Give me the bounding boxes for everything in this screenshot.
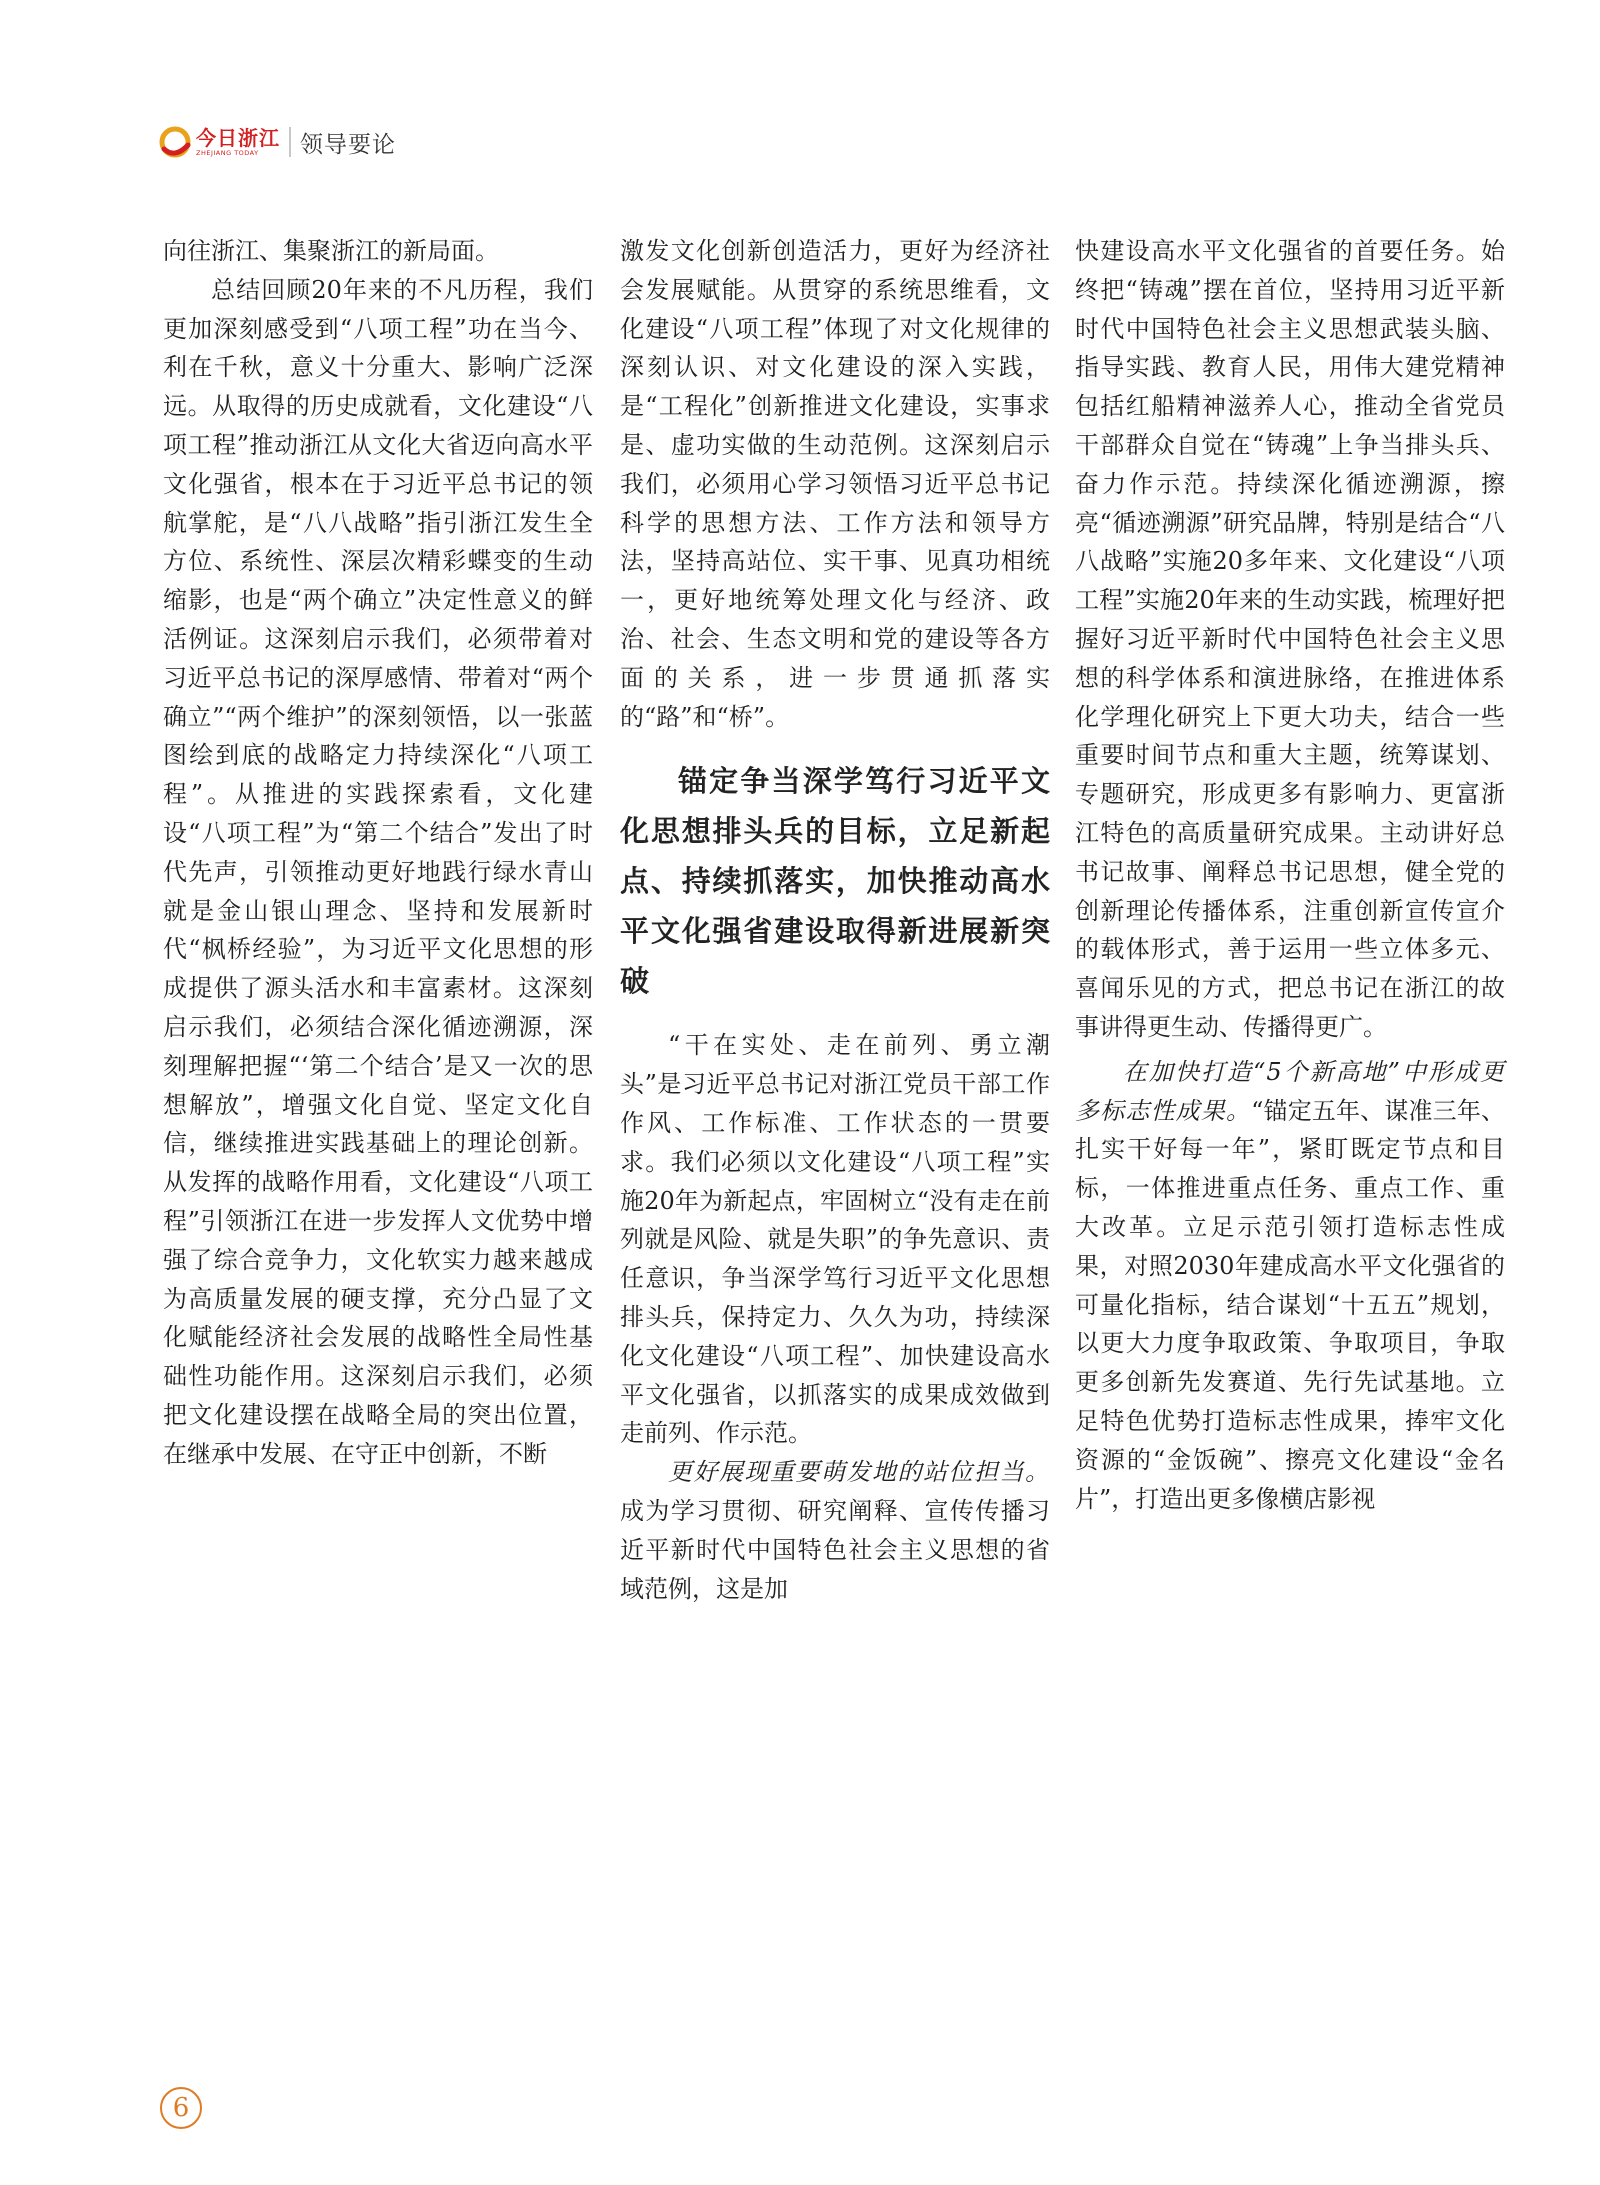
paragraph-lead: 更好展现重要萌发地的站位担当。 <box>668 1458 1050 1487</box>
paragraph-body: 成为学习贯彻、研究阐释、宣传传播习近平新时代中国特色社会主义思想的省域范例，这是加 <box>620 1496 1050 1603</box>
paragraph <box>620 1453 1050 1608</box>
section-label: 领导要论 <box>300 131 396 158</box>
paragraph: 快建设高水平文化强省的首要任务。始终把“铸魂”摆在首位，坚持用习近平新时代中国特色社会主义思想武装头脑、指导实践、教育人民，用伟大建党精神包括红船精神滋养人心，推动全省党员干部群众自觉在“铸魂”上争当排头兵、奋力作示范。持续深化循迹溯源，擦亮“循迹溯源”研究品牌，特别是结合“八八战略”实施20多年来、文化建设“八项工程”实施20年来的生动实践，梳理好把握好习近平新时代中国特色社会主义思想的科学体系和演进脉络，在推进体系化学理化研究上下更大功夫，结合一些重要时间节点和重大主题，统筹谋划、专题研究，形成更多有影响力、更富浙江特色的高质量研究成果。主动讲好总书记故事、阐释总书记思想，健全党的创新理论传播体系，注重创新宣传宣介的载体形式，善于运用一些立体多元、喜闻乐见的方式，把总书记在浙江的故事讲得更生动、传播得更广。 <box>1075 237 1505 1041</box>
paragraph <box>1075 1053 1505 1519</box>
paragraph-lead: 在加快打造“5个新高地”中形成更多标志性成果。 <box>1075 1057 1505 1125</box>
page-number: 6 <box>160 2087 202 2129</box>
text-column-2 <box>620 232 1050 1608</box>
brand-name-cn: 今日浙江 <box>196 125 280 150</box>
paragraph: 总结回顾20年来的不凡历程，我们更加深刻感受到“八项工程”功在当今、利在千秋，意义十分重大、影响广泛深远。从取得的历史成就看，文化建设“八项工程”推动浙江从文化大省迈向高水平文化强省，根本在于习近平总书记的领航掌舵，是“八八战略”指引浙江发生全方位、系统性、深层次精彩蝶变的生动缩影，也是“两个确立”决定性意义的鲜活例证。这深刻启示我们，必须带着对习近平总书记的深厚感情、带着对“两个确立”“两个维护”的深刻领悟，以一张蓝图绘到底的战略定力持续深化“八项工程”。从推进的实践探索看，文化建设“八项工程”为“第二个结合”发出了时代先声，引领推动更好地践行绿水青山就是金山银山理念、坚持和发展新时代“枫桥经验”，为习近平文化思想的形成提供了源头活水和丰富素材。这深刻启示我们，必须结合深化循迹溯源，深刻理解把握“‘第二个结合’是又一次的思想解放”，增强文化自觉、坚定文化自信，继续推进实践基础上的理论创新。从发挥的战略作用看，文化建设“八项工程”引领浙江在进一步发挥人文优势中增强了综合竞争力，文化软实力越来越成为高质量发展的硬支撑，充分凸显了文化赋能经济社会发展的战略性全局性基础性功能作用。这深刻启示我们，必须把文化建设摆在战略全局的突出位置，在继承中发展、在守正中创新，不断 <box>163 275 593 1468</box>
text-column-1 <box>163 232 593 1474</box>
header-divider <box>289 127 291 157</box>
section-subheading: 锚定争当深学笃行习近平文化思想排头兵的目标，立足新起点、持续抓落实，加快推动高水平文化强省建设取得新进展新突破 <box>620 764 1050 999</box>
paragraph: 向往浙江、集聚浙江的新局面。 <box>163 237 499 265</box>
text-column-3 <box>1075 232 1505 1518</box>
paragraph: 激发文化创新创造活力，更好为经济社会发展赋能。从贯穿的系统思维看，文化建设“八项工程”体现了对文化规律的深刻认识、对文化建设的深入实践，是“工程化”创新推进文化建设，实事求是、虚功实做的生动范例。这深刻启示我们，必须用心学习领悟习近平总书记科学的思想方法、工作方法和领导方法，坚持高站位、实干事、见真功相统一，更好地统筹处理文化与经济、政治、社会、生态文明和党的建设等各方面的关系，进一步贯通抓落实的“路”和“桥”。 <box>620 237 1050 731</box>
brand-logo-icon <box>158 125 192 159</box>
paragraph-body: “锚定五年、谋准三年、扎实干好每一年”，紧盯既定节点和目标，一体推进重点任务、重点工作、重大改革。立足示范引领打造标志性成果，对照2030年建成高水平文化强省的可量化指标，结合谋划“十五五”规划，以更大力度争取政策、争取项目，争取更多创新先发赛道、先行先试基地。立足特色优势打造标志性成果，捧牢文化资源的“金饭碗”、擦亮文化建设“金名片”，打造出更多像横店影视 <box>1075 1096 1505 1513</box>
brand-logo <box>196 125 280 157</box>
brand-name-en: ZHEJIANG TODAY <box>196 148 259 157</box>
paragraph: “干在实处、走在前列、勇立潮头”是习近平总书记对浙江党员干部工作作风、工作标准、工作状态的一贯要求。我们必须以文化建设“八项工程”实施20年为新起点，牢固树立“没有走在前列就是风险、就是失职”的争先意识、责任意识，争当深学笃行习近平文化思想排头兵，保持定力、久久为功，持续深化文化建设“八项工程”、加快建设高水平文化强省，以抓落实的成果成效做到走前列、作示范。 <box>620 1031 1050 1448</box>
masthead <box>158 118 396 166</box>
